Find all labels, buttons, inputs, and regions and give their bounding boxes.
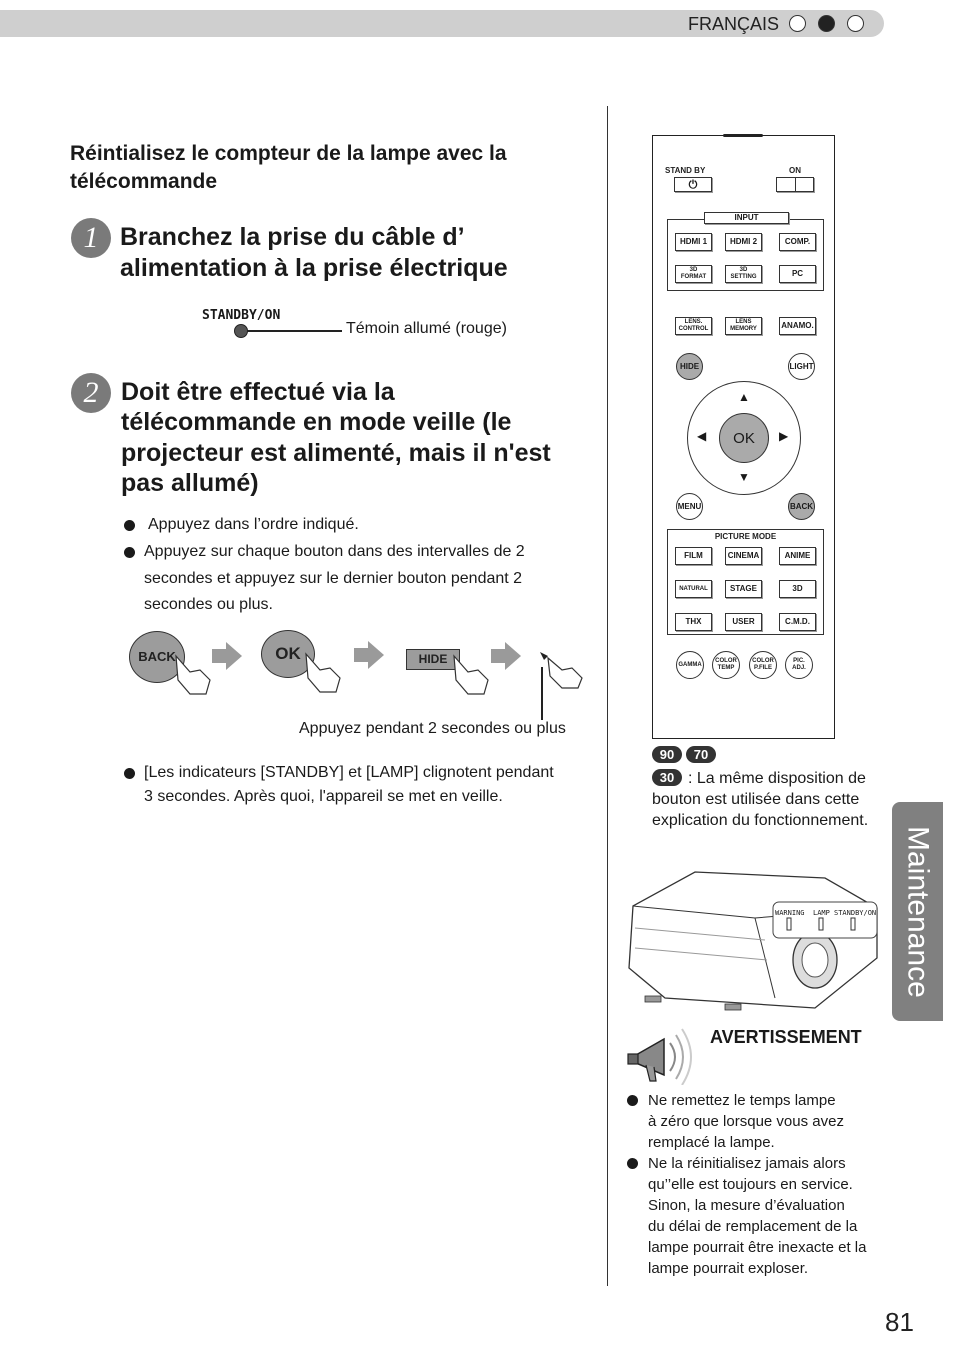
projector-standby-label: STANDBY/ON — [834, 909, 877, 917]
step-2-title-line-1: Doit être effectué via la — [121, 378, 395, 406]
arrow-up-icon: ▲ — [738, 390, 750, 404]
warning-item-2-line-1: Ne la réinitialisez jamais alors — [648, 1155, 846, 1172]
step-2-bullet-2-line-2: secondes et appuyez sur le dernier bouton pendant 2 — [144, 570, 523, 587]
label-line: FORMAT — [680, 274, 707, 280]
step-1-number: 1 — [71, 218, 111, 258]
section-subtitle: Réintialisez le compteur de la lampe avec la télécommande — [70, 142, 507, 193]
sequence-arrow-stem — [212, 649, 226, 663]
sequence-hide-button: HIDE — [406, 649, 460, 670]
projector-lamp-label: LAMP — [813, 909, 830, 917]
model-badge-90: 90 — [652, 746, 682, 763]
step-1-title-line-2: alimentation à la prise électrique — [120, 254, 508, 282]
bullet-dot — [124, 768, 135, 779]
label-line: LENS. — [684, 319, 703, 325]
column-divider — [607, 106, 608, 1286]
bullet-dot — [124, 547, 135, 558]
step-1-title-line-1: Branchez la prise du câble d’ — [120, 223, 465, 251]
remote-lens-memory-button — [725, 317, 762, 335]
step-2-bullet-2-line-1: Appuyez sur chaque bouton dans des intervalles de 2 — [144, 543, 525, 560]
maintenance-tab-label: Maintenance — [901, 825, 935, 998]
sequence-arrow-icon — [226, 642, 242, 670]
label-line: PIC. — [793, 658, 805, 664]
remote-stage-button: STAGE — [725, 580, 762, 598]
hand-press-hold-icon — [538, 650, 586, 690]
label-line: COLOR — [752, 658, 774, 664]
label-line: P.FILE — [754, 665, 772, 671]
sequence-arrow-icon — [368, 641, 384, 669]
remote-natural-button: NATURAL — [675, 580, 712, 598]
sequence-ok-button: OK — [261, 630, 315, 678]
warning-item-2-line-2: qu’’elle est toujours en service. — [648, 1176, 853, 1193]
arrow-right-icon: ▶ — [779, 429, 789, 443]
label-line: SETTING — [730, 274, 757, 280]
language-label: FRANÇAIS — [687, 14, 779, 34]
remote-gamma-button: GAMMA — [676, 651, 704, 679]
remote-lens-control-button — [675, 317, 712, 335]
remote-cinema-button: CINEMA — [725, 547, 762, 565]
remote-pic-adj-button — [785, 651, 813, 679]
on-divider — [795, 178, 796, 191]
warning-title: AVERTISSEMENT — [710, 1027, 862, 1047]
label-line: 3D — [739, 267, 748, 273]
model-badge-30: 30 — [652, 769, 682, 786]
same-layout-note: : La même disposition de bouton est utilisée dans cette explication du fonctionnement. — [652, 770, 869, 829]
label-line: COLOR — [715, 658, 737, 664]
warning-item-1-line-3: remplacé la lampe. — [648, 1134, 775, 1151]
remote-menu-button: MENU — [676, 493, 703, 520]
remote-comp-button: COMP. — [779, 233, 816, 251]
hand-pointer-icon — [170, 650, 214, 698]
sequence-arrow-stem — [491, 649, 505, 663]
step-2-bullet-3-line-1: [Les indicateurs [STANDBY] et [LAMP] clignotent pendant — [144, 764, 554, 781]
remote-standby-button — [674, 177, 712, 192]
warning-item-1-line-2: à zéro que lorsque vous avez — [648, 1113, 844, 1130]
remote-thx-button: THX — [675, 613, 712, 631]
remote-picture-mode-label: PICTURE MODE — [714, 532, 777, 541]
remote-input-label: INPUT — [704, 212, 789, 224]
label-line: MEMORY — [730, 326, 757, 332]
step-2-title-line-2: télécommande en mode veille (le — [121, 408, 512, 436]
remote-label-on: ON — [789, 166, 801, 175]
label-line: TEMP — [717, 665, 735, 671]
step-2-bullet-1: Appuyez dans l’ordre indiqué. — [148, 516, 359, 533]
remote-hdmi2-button: HDMI 2 — [725, 233, 762, 251]
remote-ok-button: OK — [719, 413, 769, 463]
remote-light-button: LIGHT — [788, 353, 815, 380]
bullet-dot — [124, 520, 135, 531]
remote-color-temp-button — [712, 651, 740, 679]
standby-on-indicator-label: STANDBY/ON — [202, 308, 281, 323]
hand-pointer-icon — [448, 650, 492, 698]
indicator-leader-line — [240, 330, 342, 332]
warning-item-2-line-6: lampe pourrait exploser. — [648, 1260, 809, 1277]
bullet-dot — [627, 1095, 638, 1106]
standby-indicator-light — [234, 324, 248, 338]
label-line: CONTROL — [678, 326, 709, 332]
label-line: 3D — [689, 267, 698, 273]
model-badge-70: 70 — [686, 746, 716, 763]
indicator-caption: Témoin allumé (rouge) — [346, 320, 507, 337]
projector-warning-label: WARNING — [775, 909, 805, 917]
step-2-title-line-3: projecteur est alimenté, mais il n'est — [121, 439, 551, 467]
language-dot-1 — [789, 15, 806, 32]
arrow-down-icon: ▼ — [738, 470, 750, 484]
remote-anamo-button: ANAMO. — [779, 317, 816, 335]
bullet-dot — [627, 1158, 638, 1169]
remote-back-button: BACK — [788, 493, 815, 520]
remote-user-button: USER — [725, 613, 762, 631]
projector-illustration — [625, 868, 885, 1018]
hold-caption: Appuyez pendant 2 secondes ou plus — [299, 720, 566, 737]
remote-ir-window — [723, 134, 763, 137]
language-dot-3 — [847, 15, 864, 32]
remote-hdmi1-button: HDMI 1 — [675, 233, 712, 251]
step-2-title-line-4: pas allumé) — [121, 469, 259, 497]
power-icon: ⏻ — [688, 178, 698, 191]
remote-pc-button: PC — [779, 265, 816, 283]
hold-leader-line — [541, 667, 543, 720]
hand-pointer-icon — [300, 648, 344, 696]
remote-hide-button: HIDE — [676, 353, 703, 380]
label-line: ADJ. — [792, 665, 806, 671]
step-2-number: 2 — [71, 373, 111, 413]
warning-item-2-line-4: du délai de remplacement de la — [648, 1218, 858, 1235]
page-number: 81 — [885, 1307, 914, 1337]
remote-film-button: FILM — [675, 547, 712, 565]
language-dot-2-active — [818, 15, 835, 32]
label-line: LENS — [735, 319, 752, 325]
remote-cmd-button: C.M.D. — [779, 613, 816, 631]
remote-3d-format-button — [675, 265, 712, 283]
sequence-arrow-stem — [354, 648, 368, 662]
remote-3d-setting-button — [725, 265, 762, 283]
remote-color-pfile-button — [749, 651, 777, 679]
remote-on-button — [776, 177, 814, 192]
warning-item-2-line-5: lampe pourrait être inexacte et la — [648, 1239, 867, 1256]
remote-3d-button: 3D — [779, 580, 816, 598]
sequence-back-button: BACK — [129, 631, 185, 683]
step-2-bullet-3-line-2: 3 secondes. Après quoi, l'appareil se met en veille. — [144, 788, 503, 805]
remote-control-diagram — [652, 135, 835, 739]
megaphone-icon — [624, 1023, 704, 1085]
sequence-arrow-icon — [505, 642, 521, 670]
remote-label-standby: STAND BY — [665, 166, 706, 175]
warning-item-1-line-1: Ne remettez le temps lampe — [648, 1092, 836, 1109]
step-2-bullet-2-line-3: secondes ou plus. — [144, 596, 273, 613]
arrow-left-icon: ◀ — [697, 429, 707, 443]
warning-item-2-line-3: Sinon, la mesure d’évaluation — [648, 1197, 845, 1214]
remote-anime-button: ANIME — [779, 547, 816, 565]
